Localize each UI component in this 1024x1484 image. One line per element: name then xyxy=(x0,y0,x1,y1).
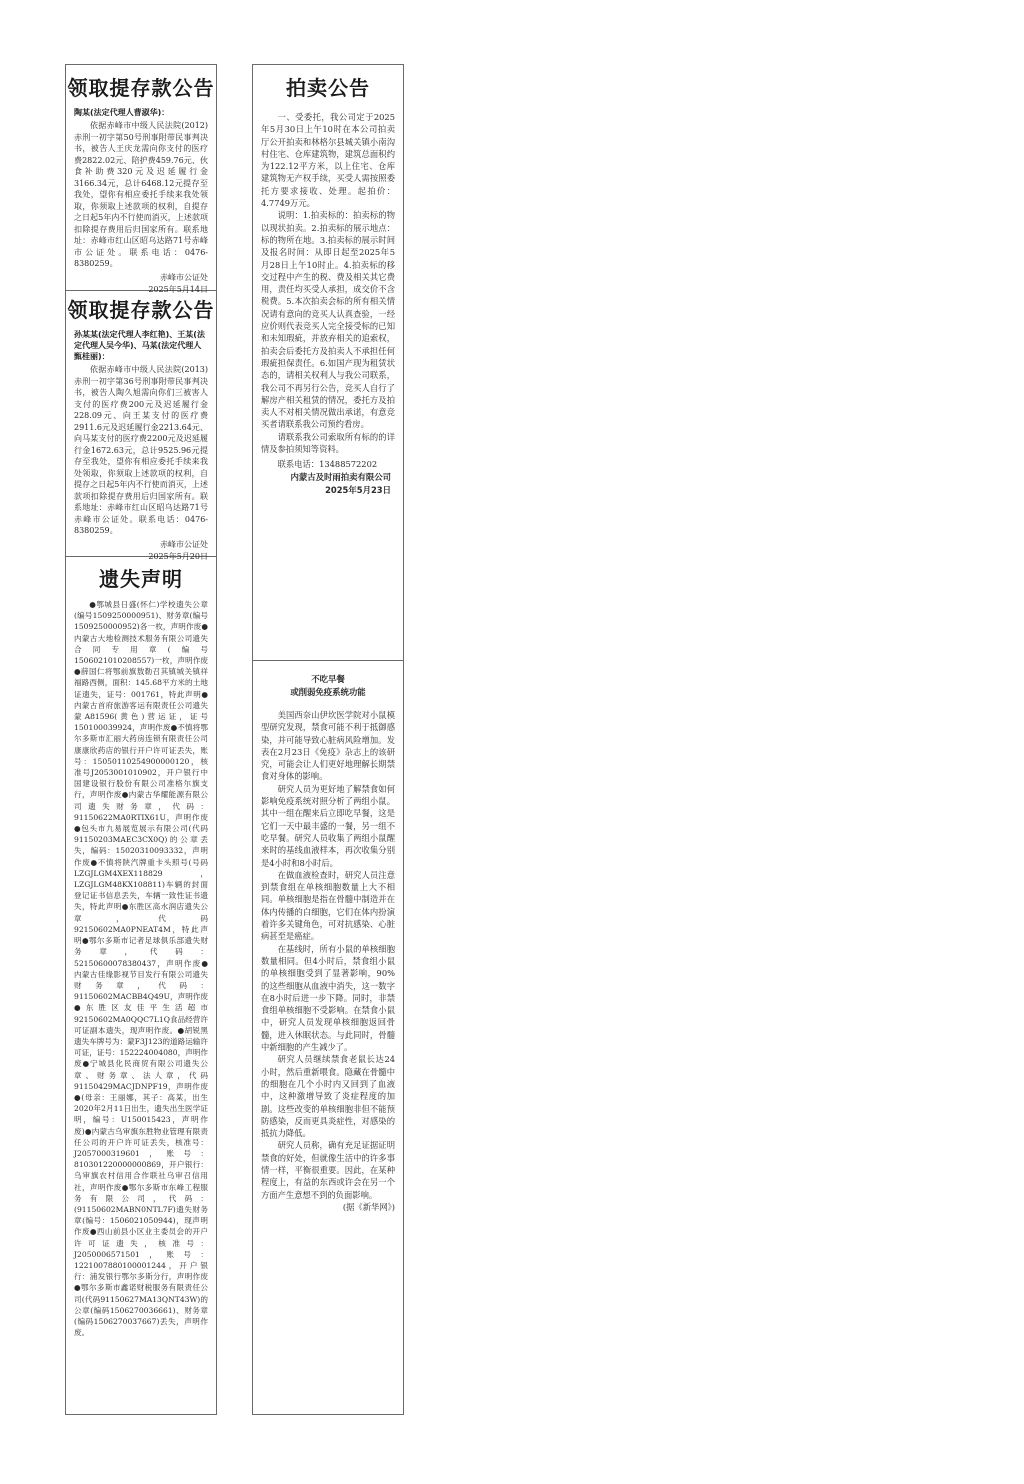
auction-date: 2025年5月23日 xyxy=(325,485,391,496)
claim-notice-1 xyxy=(66,65,216,294)
notice-addressee: 孙某某(法定代理人李红艳)、王某(法定代理人吴今华)、马某(法定代理人甄桂丽)： xyxy=(74,330,205,361)
notice-body: 依据赤峰市中级人民法院(2013)赤刑一初字第36号刑事附带民事判决书，被告人陶久旭需向你们三被害人支付的医疗费200元及迟延履行金228.09元、向王某支付的医疗费2911.6元及迟延履行金2213.64元、向马某支付的医疗费2200元及迟延履行金1672.63元，总计9525.96元提存至我处，望你有相应委托手续来我处领取，你须取上述款项的权利，自提存之日起5年内不行使而消灭，上述款项扣除提存费用后归国家所有。联系地址：赤峰市红山区昭乌达路71号赤峰市公证处。联系电话：0476-8380259。 xyxy=(74,365,208,535)
left-column xyxy=(65,64,217,1415)
notice-title: 领取提存款公告 xyxy=(67,298,215,322)
health-article xyxy=(253,661,403,1416)
notice-date: 2025年5月14日 xyxy=(148,284,208,294)
notice-body: ●鄂城县日盛(怀仁)学校遗失公章(编号1509250000951)、财务章(编号1509250000952)各一枚，声明作废●内蒙古大地检测技术服务有限公司遗失合同专用章(编号1506021010208557)一枚，声明作废●薛国仁将鄂前旗敖勒召其镇城关镇祥福路西侧，面积：145.68平方米的土地证遗失，证号：001761，特此声明●内蒙古首府旅游客运有限责任公司遗失蒙A81596(黄色)营运证，证号150100039924，声明作废●不慎将鄂尔多斯市汇丽大药房连锁有限责任公司康康欣药店的银行开户许可证丢失，账号：15050110254900000120，核准号J2053001010902，开户银行中国建设银行股份有限公司准格尔旗支行，声明作废●内蒙古华耀能源有限公司遗失财务章，代码：91150622MA0RTIX61U，声明作废●包头市九易展览展示有限公司(代码91150203MAEC3CX0Q)的公章丢失，编码：15020310093332，声明作废●不慎将陕汽牌重卡头照号(号码LZGJLGM4XEX118829，LZGJLGM48KX108811)车辆的封面登记证书信息丢失，车辆一致性证书遗失，特此声明●东胜区高水润店遗失公章，代码92150602MA0PNEAT4M，特此声明●鄂尔多斯市记者足球俱乐部遗失财务章，代码：52150600078380437，声明作废●内蒙古佳缘影视节目发行有限公司遗失财务章，代码：91150602MACBB4Q49U，声明作废●东胜区友佳平生活超市92150602MA0QQC7L1Q食品经营许可证副本遗失，现声明作废。●胡锐黑遗失车牌号为：蒙F3J123的道路运输许可证，证号：152224004080，声明作废●宁城县化民商贸有限公司遗失公章、财务章、法人章，代码91150429MACJDNPF19，声明作废●(母亲：王丽娜，其子：高某，出生2020年2月11日出生，遗失出生医学证明，编号：U150015423，声明作废)●内蒙古乌审旗东胜物业管理有限责任公司的开户许可证丢失，核准号：J2057000319601，账号：810301220000000869，开户银行：乌审旗农村信用合作联社乌审召信用社，声明作废●鄂尔多斯市东峰工程服务有限公司，代码：(91150602MABN0NTL7F)遗失财务章(编号：1506021050944)，现声明作废●西山前县小区业主委员会的开户许可证遗失，核准号：J2050006571501，账号：1221007880100001244，开户银行：浦发银行鄂尔多斯分行，声明作废●鄂尔多斯市鑫诺财税服务有限责任公司(代码91150627MA13QNT43W)的公章(编码1506270036661)、财务章(编码1506270037667)丢失，声明作废。 xyxy=(74,600,208,1338)
claim-notice-2 xyxy=(66,291,216,561)
article-paragraph: 美国西奈山伊坎医学院对小鼠模型研究发现，禁食可能不利于抵御感染，并可能导致心脏病风险增加。发表在2月23日《免疫》杂志上的该研究，可能会让人们更好地理解长期禁食对身体的影响。 xyxy=(261,710,395,782)
notice-title: 领取提存款公告 xyxy=(67,76,215,100)
notice-signer: 赤峰市公证处 xyxy=(160,539,208,549)
auction-contact: 联系电话：13488572202 xyxy=(277,459,378,470)
article-paragraph: 在基线时，所有小鼠的单核细胞数量相同。但4小时后，禁食组小鼠的单核细胞受到了显著影响，90%的这些细胞从血液中消失，这一数字在8小时后进一步下降。同时，非禁食组单核细胞不受影响。在禁食小鼠中，研究人员发现单核细胞返回骨髓，进入休眠状态。与此同时，骨髓中新细胞的产生减少了。 xyxy=(261,943,395,1053)
auction-paragraph: 说明：1.拍卖标的：拍卖标的物以现状拍卖。2.拍卖标的展示地点：标的物所在地。3.拍卖标的展示时间及报名时间：从即日起至2025年5月28日上午10时止。4.拍卖标的移交过程中产生的税、费及相关其它费用，责任均买受人承担，成交价不含税费。5.本次拍卖会标的所有相关情况请有意向的竞买人认真查验，一经应价则代表竞买人完全接受标的已知和未知瑕疵，并放弃相关的追索权，拍卖会后委托方及拍卖人不承担任何瑕疵担保责任。6.如国产现为租赁状态的，请相关权利人与我公司联系，我公司不再另行公告，竞买人自行了解房产相关租赁的情况，委托方及拍卖人不对相关情况做出承诺，有意竞买者请联系我公司预约看房。 xyxy=(261,210,395,430)
auction-title: 拍卖公告 xyxy=(286,76,370,100)
notice-date: 2025年5月20日 xyxy=(148,551,208,561)
auction-paragraph: 一、受委托，我公司定于2025年5月30日上午10时在本公司拍卖厅公开拍卖和林格尔县城关镇小南沟村住宅、仓库建筑物，建筑总面积约为122.12平方米，以上住宅、仓库建筑物无产权手续，买受人需按照委托方要求接收、处理。起拍价：4.7749万元。 xyxy=(261,112,395,209)
auction-company: 内蒙古及时雨拍卖有限公司 xyxy=(290,472,391,483)
notice-title: 遗失声明 xyxy=(99,567,183,591)
loss-statement xyxy=(66,557,216,1414)
notice-addressee: 陶某(法定代理人曹淑华)： xyxy=(74,108,170,117)
notice-body: 依据赤峰市中级人民法院(2012)赤刑一初字第50号刑事附带民事判决书，被告人王庆龙需向你支付的医疗费2822.02元、陪护费459.76元、伙食补助费320元及迟延履行金3166.34元，总计6468.12元提存至我处，望你有相应委托手续来我处领取，你须取上述款项的权利，自提存之日起5年内不行使而消灭，上述款项扣除提存费用后归国家所有。联系地址：赤峰市红山区昭乌达路71号赤峰市公证处。联系电话：0476-8380259。 xyxy=(74,121,208,268)
right-column xyxy=(252,64,404,1415)
notice-signer: 赤峰市公证处 xyxy=(160,272,208,282)
article-paragraph: 在做血液检查时，研究人员注意到禁食组在单核细胞数量上大不相同。单核细胞是指在骨髓中制造并在体内传播的白细胞，它们在体内扮演着许多关键角色，可对抗感染、心脏病甚至是癌症。 xyxy=(261,869,395,942)
article-source: (据《新华网》) xyxy=(342,1201,395,1212)
article-title-line1: 不吃早餐 xyxy=(311,674,345,684)
auction-notice xyxy=(253,65,403,661)
article-paragraph: 研究人员继续禁食老鼠长达24小时，然后重新喂食。隐藏在骨髓中的细胞在几个小时内又回到了血液中，这种激增导致了炎症程度的加剧。这些改变的单核细胞非但不能预防感染，反而更具炎症性，对感染的抵抗力降低。 xyxy=(261,1054,395,1139)
article-paragraph: 研究人员称，确有充足证据证明禁食的好处，但就像生活中的许多事情一样，平衡很重要。因此，在某种程度上，有益的东西或许会在另一个方面产生意想不到的负面影响。 xyxy=(261,1140,395,1200)
auction-paragraph: 请联系我公司索取所有标的的详情及参拍须知等资料。 xyxy=(261,431,395,455)
article-title-line2: 或削弱免疫系统功能 xyxy=(290,687,366,697)
article-paragraph: 研究人员为更好地了解禁食如何影响免疫系统对照分析了两组小鼠。其中一组在醒来后立即吃早餐，这是它们一天中最丰盛的一餐，另一组不吃早餐。研究人员收集了两组小鼠醒来时的基线血液样本，再次收集分别是4小时和8小时后。 xyxy=(261,783,395,868)
